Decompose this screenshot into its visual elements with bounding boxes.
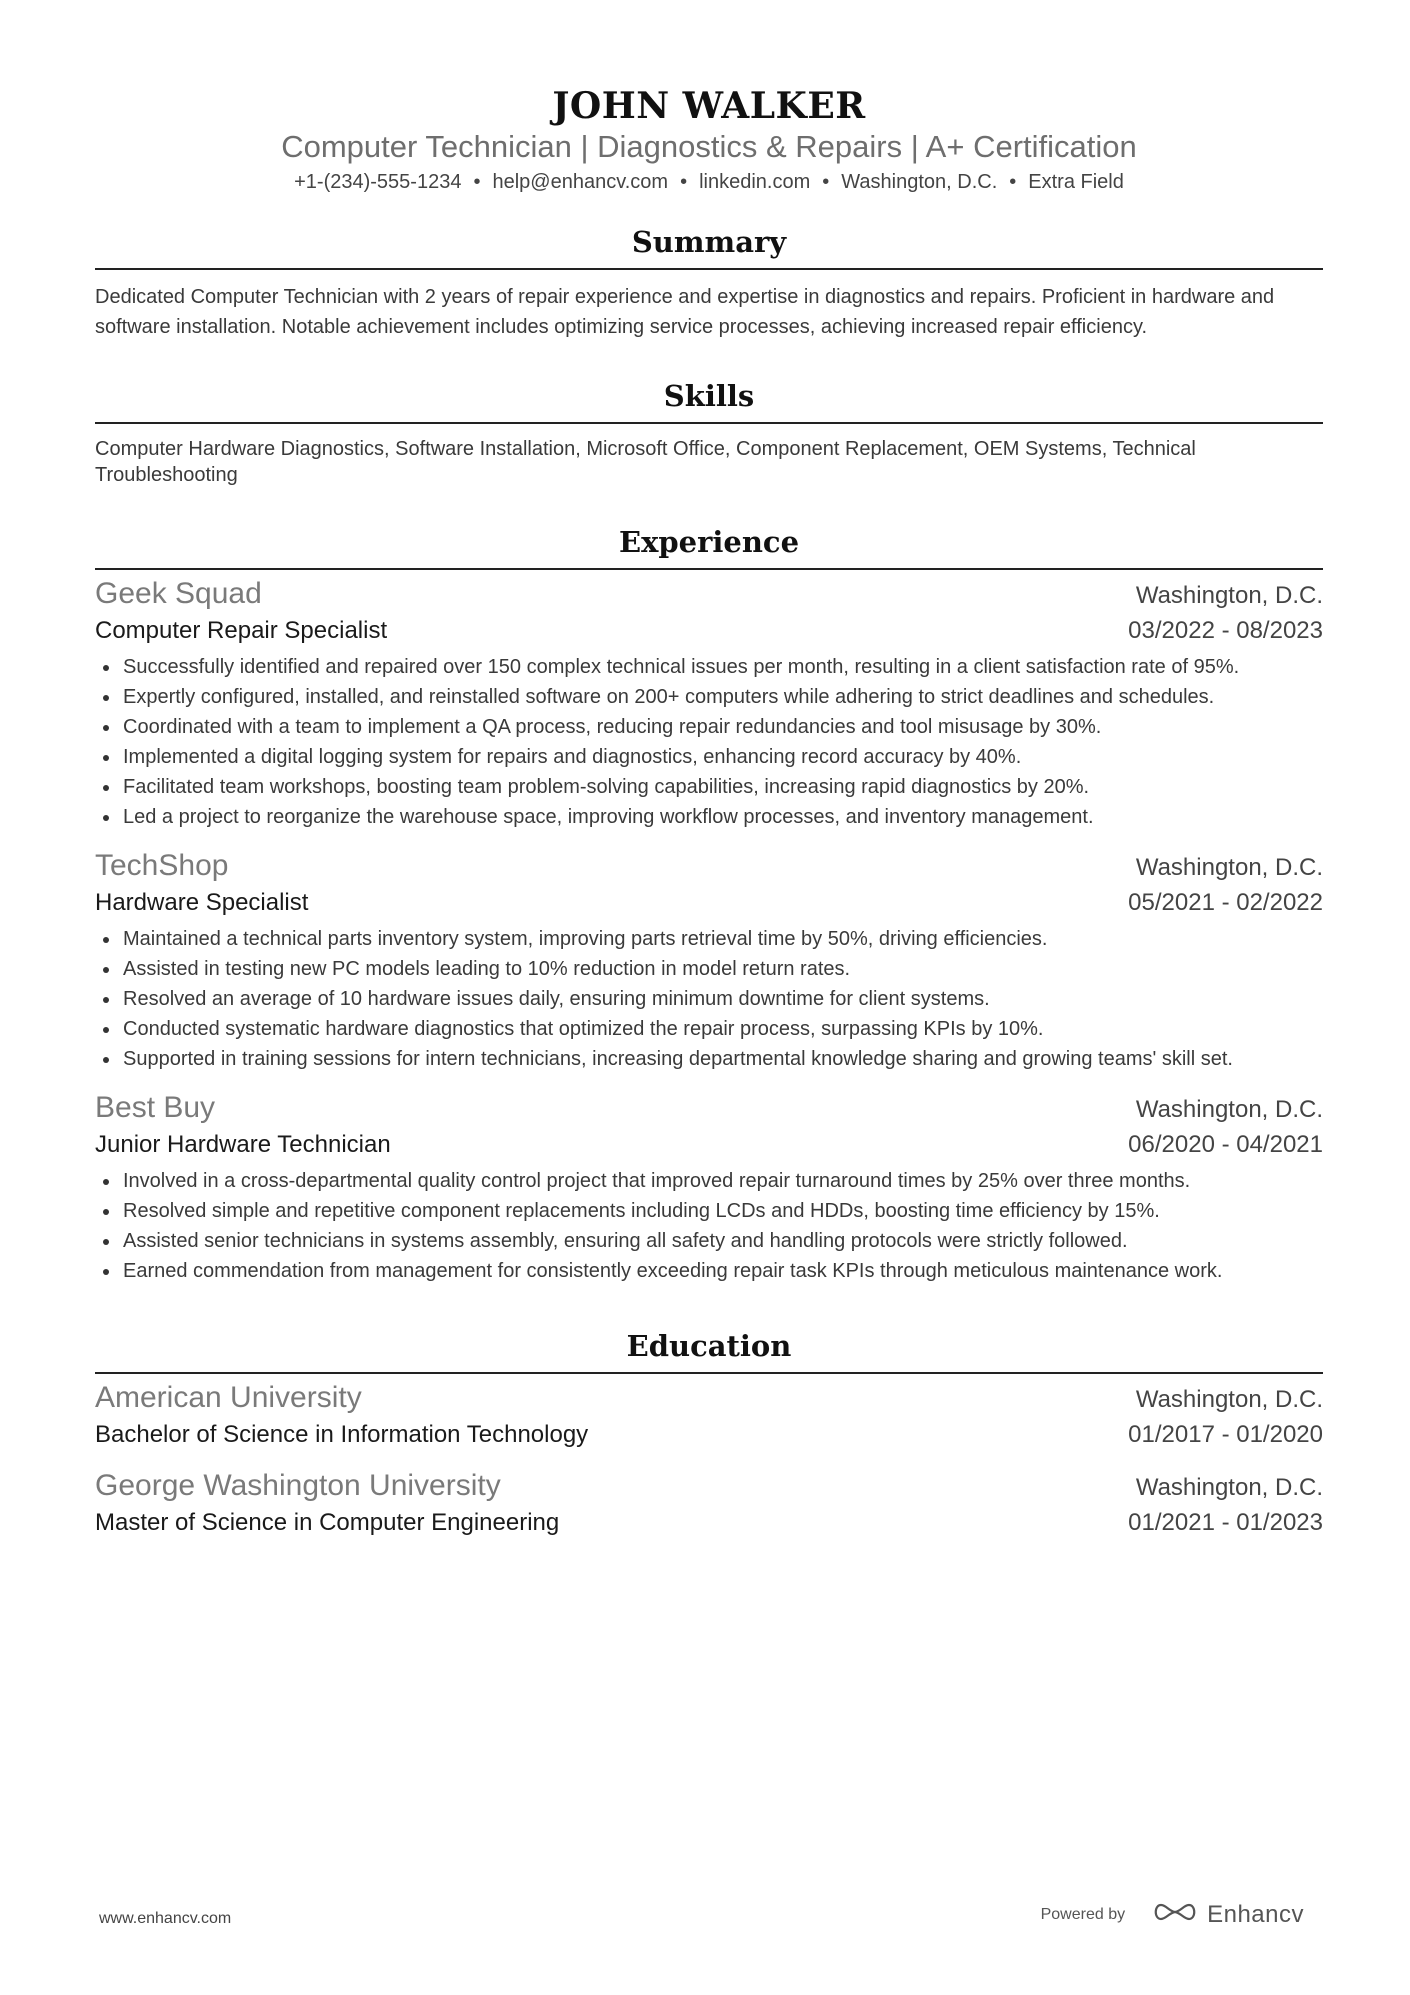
bullet-separator: • [473,171,481,193]
job-bullet: Supported in training sessions for intern technicians, increasing departmental knowledge sharing and growing teams' skill set. [123,1044,1323,1074]
experience-entry [95,1088,1323,1286]
candidate-name: JOHN WALKER [552,85,866,127]
job-bullet: Led a project to reorganize the warehouse space, improving workflow processes, and inventory management. [123,802,1323,832]
bullet-separator: • [822,171,830,193]
job-dates: 05/2021 - 02/2022 [1128,889,1323,916]
degree-name: Bachelor of Science in Information Technology [95,1421,589,1448]
job-bullet: Earned commendation from management for consistently exceeding repair task KPIs through meticulous maintenance work. [123,1256,1323,1286]
job-bullet: Facilitated team workshops, boosting team problem-solving capabilities, increasing rapid diagnostics by 20%. [123,772,1323,802]
education-title: Education [626,1329,792,1363]
job-bullet: Assisted in testing new PC models leading to 10% reduction in model return rates. [123,954,1323,984]
education-entry [95,1466,1323,1540]
skills-section [95,376,1323,488]
contact-linkedin[interactable]: linkedin.com [699,171,811,193]
skills-text: Computer Hardware Diagnostics, Software Installation, Microsoft Office, Component Replacement, OEM Systems, Technical Troubleshooting [95,438,1196,486]
job-bullets [95,924,1323,1074]
powered-by-label: Powered by [1040,1905,1126,1923]
summary-section [95,222,1323,342]
school-location: Washington, D.C. [1135,1474,1323,1501]
school-name: American University [95,1381,362,1414]
job-bullet: Assisted senior technicians in systems assembly, ensuring all safety and handling protocols were strictly followed. [123,1226,1323,1256]
contact-location: Washington, D.C. [841,171,998,193]
section-divider [95,568,1323,570]
resume-header [95,86,1323,196]
job-bullet: Maintained a technical parts inventory system, improving parts retrieval time by 50%, driving efficiencies. [123,924,1323,954]
job-bullet: Implemented a digital logging system for repairs and diagnostics, enhancing record accuracy by 40%. [123,742,1323,772]
job-bullet: Involved in a cross-departmental quality control project that improved repair turnaround times by 25% over three months. [123,1166,1323,1196]
skills-title: Skills [663,379,755,413]
education-dates: 01/2021 - 01/2023 [1128,1509,1323,1536]
experience-title: Experience [618,525,800,559]
school-location: Washington, D.C. [1135,1386,1323,1413]
job-dates: 03/2022 - 08/2023 [1128,617,1323,644]
company-name: Best Buy [95,1091,216,1124]
degree-name: Master of Science in Computer Engineering [95,1509,560,1536]
bullet-separator: • [1009,171,1017,193]
resume-page [95,78,1323,1540]
summary-title: Summary [631,225,787,259]
contact-line [95,168,1323,196]
job-bullet: Conducted systematic hardware diagnostics that optimized the repair process, surpassing KPIs by 10%. [123,1014,1323,1044]
job-bullet: Successfully identified and repaired over 150 complex technical issues per month, resulting in a client satisfaction rate of 95%. [123,652,1323,682]
school-name: George Washington University [95,1469,501,1502]
job-bullets [95,652,1323,832]
job-title: Computer Repair Specialist [95,617,388,644]
job-bullets [95,1166,1323,1286]
summary-text: Dedicated Computer Technician with 2 years of repair experience and expertise in diagnostics and repairs. Proficient in hardware and software installation. Notable achievement includes optimizing service processes, achieving increased repair efficiency. [95,286,1275,338]
contact-phone: +1-(234)-555-1234 [294,171,462,193]
job-bullet: Resolved an average of 10 hardware issues daily, ensuring minimum downtime for client systems. [123,984,1323,1014]
experience-section [95,522,1323,1286]
job-location: Washington, D.C. [1135,582,1323,609]
job-bullet: Resolved simple and repetitive component replacements including LCDs and HDDs, boosting time efficiency by 15%. [123,1196,1323,1226]
job-bullet: Coordinated with a team to implement a QA process, reducing repair redundancies and tool misusage by 30%. [123,712,1323,742]
company-name: Geek Squad [95,577,262,610]
contact-extra-field: Extra Field [1028,171,1124,193]
education-dates: 01/2017 - 01/2020 [1128,1421,1323,1448]
job-location: Washington, D.C. [1135,1096,1323,1123]
job-dates: 06/2020 - 04/2021 [1128,1131,1323,1158]
company-name: TechShop [95,849,229,882]
contact-email[interactable]: help@enhancv.com [492,171,669,193]
candidate-headline: Computer Technician | Diagnostics & Repairs | A+ Certification [281,129,1137,164]
section-divider [95,422,1323,424]
enhancv-logo-icon [1151,1900,1199,1929]
job-bullet: Expertly configured, installed, and reinstalled software on 200+ computers while adhering to strict deadlines and schedules. [123,682,1323,712]
footer-branding [1041,1900,1304,1929]
footer-website-link[interactable]: www.enhancv.com [99,1910,232,1927]
section-divider [95,268,1323,270]
job-title: Hardware Specialist [95,889,309,916]
bullet-separator: • [680,171,688,193]
enhancv-brand-name: Enhancv [1207,1900,1304,1928]
education-section [95,1326,1323,1540]
experience-entry [95,846,1323,1074]
section-divider [95,1372,1323,1374]
education-entry [95,1378,1323,1452]
job-title: Junior Hardware Technician [95,1131,391,1158]
job-location: Washington, D.C. [1135,854,1323,881]
experience-entry [95,574,1323,832]
